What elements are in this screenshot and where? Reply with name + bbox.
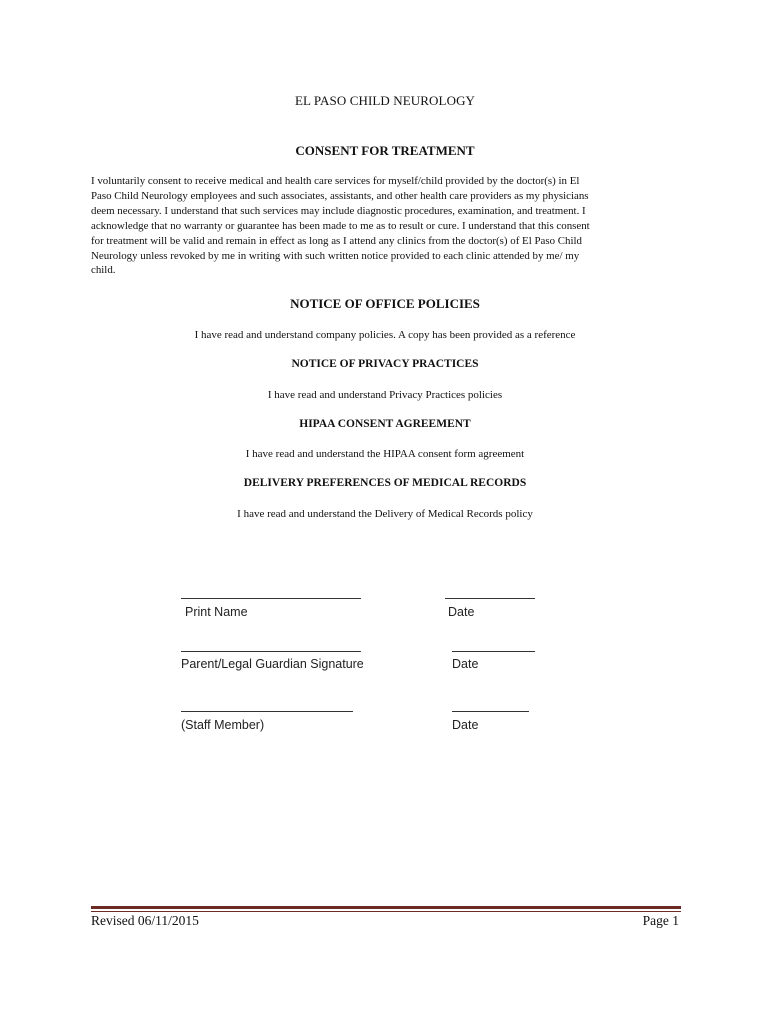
date-line-2[interactable]: [452, 651, 535, 652]
consent-line: for treatment will be valid and remain in effect as long as I attend any clinics from the doctor(s) of El Paso Child: [91, 234, 582, 247]
hipaa-text: I have read and understand the HIPAA consent form agreement: [245, 448, 525, 460]
consent-line: deem necessary. I understand that such services may include diagnostic procedures, examination, and treatment. I: [91, 204, 586, 217]
revision-date: Revised 06/11/2015: [91, 913, 199, 928]
staff-member-label: (Staff Member): [181, 718, 265, 732]
date-label-2: Date: [452, 657, 479, 671]
guardian-signature-label: Parent/Legal Guardian Signature: [181, 657, 364, 671]
guardian-signature-line[interactable]: [181, 651, 361, 652]
office-policies-heading: NOTICE OF OFFICE POLICIES: [290, 296, 480, 311]
page-number: Page 1: [642, 913, 679, 928]
date-line-3[interactable]: [452, 711, 529, 712]
consent-paragraph: [91, 174, 671, 278]
office-policies-text: I have read and understand company policies. A copy has been provided as a reference: [194, 329, 576, 341]
date-label-1: Date: [448, 605, 475, 619]
delivery-heading: DELIVERY PREFERENCES OF MEDICAL RECORDS: [243, 477, 527, 489]
consent-line: Neurology unless revoked by me in writing with such written notice provided to each clinic attended by me/ my: [91, 249, 580, 262]
consent-line: acknowledge that no warranty or guarantee has been made to me as to result or cure. I understand that this consent: [91, 219, 590, 232]
footer-rule: [91, 906, 681, 909]
consent-line: child.: [91, 264, 116, 277]
staff-member-line[interactable]: [181, 711, 353, 712]
privacy-practices-text: I have read and understand Privacy Practices policies: [267, 389, 503, 401]
date-label-3: Date: [452, 718, 479, 732]
print-name-label: Print Name: [185, 605, 248, 619]
consent-line: Paso Child Neurology employees and such associates, assistants, and other health care providers as my physicians: [91, 189, 589, 202]
consent-line: I voluntarily consent to receive medical and health care services for myself/child provided by the doctor(s) in El: [91, 175, 580, 187]
consent-title: CONSENT FOR TREATMENT: [295, 143, 475, 158]
privacy-practices-heading: NOTICE OF PRIVACY PRACTICES: [291, 358, 479, 370]
delivery-text: I have read and understand the Delivery of Medical Records policy: [237, 508, 533, 520]
organization-title: EL PASO CHILD NEUROLOGY: [294, 93, 476, 108]
footer-rule-thin: [91, 911, 681, 912]
hipaa-heading: HIPAA CONSENT AGREEMENT: [299, 418, 471, 430]
print-name-line[interactable]: [181, 598, 361, 599]
date-line-1[interactable]: [445, 598, 535, 599]
